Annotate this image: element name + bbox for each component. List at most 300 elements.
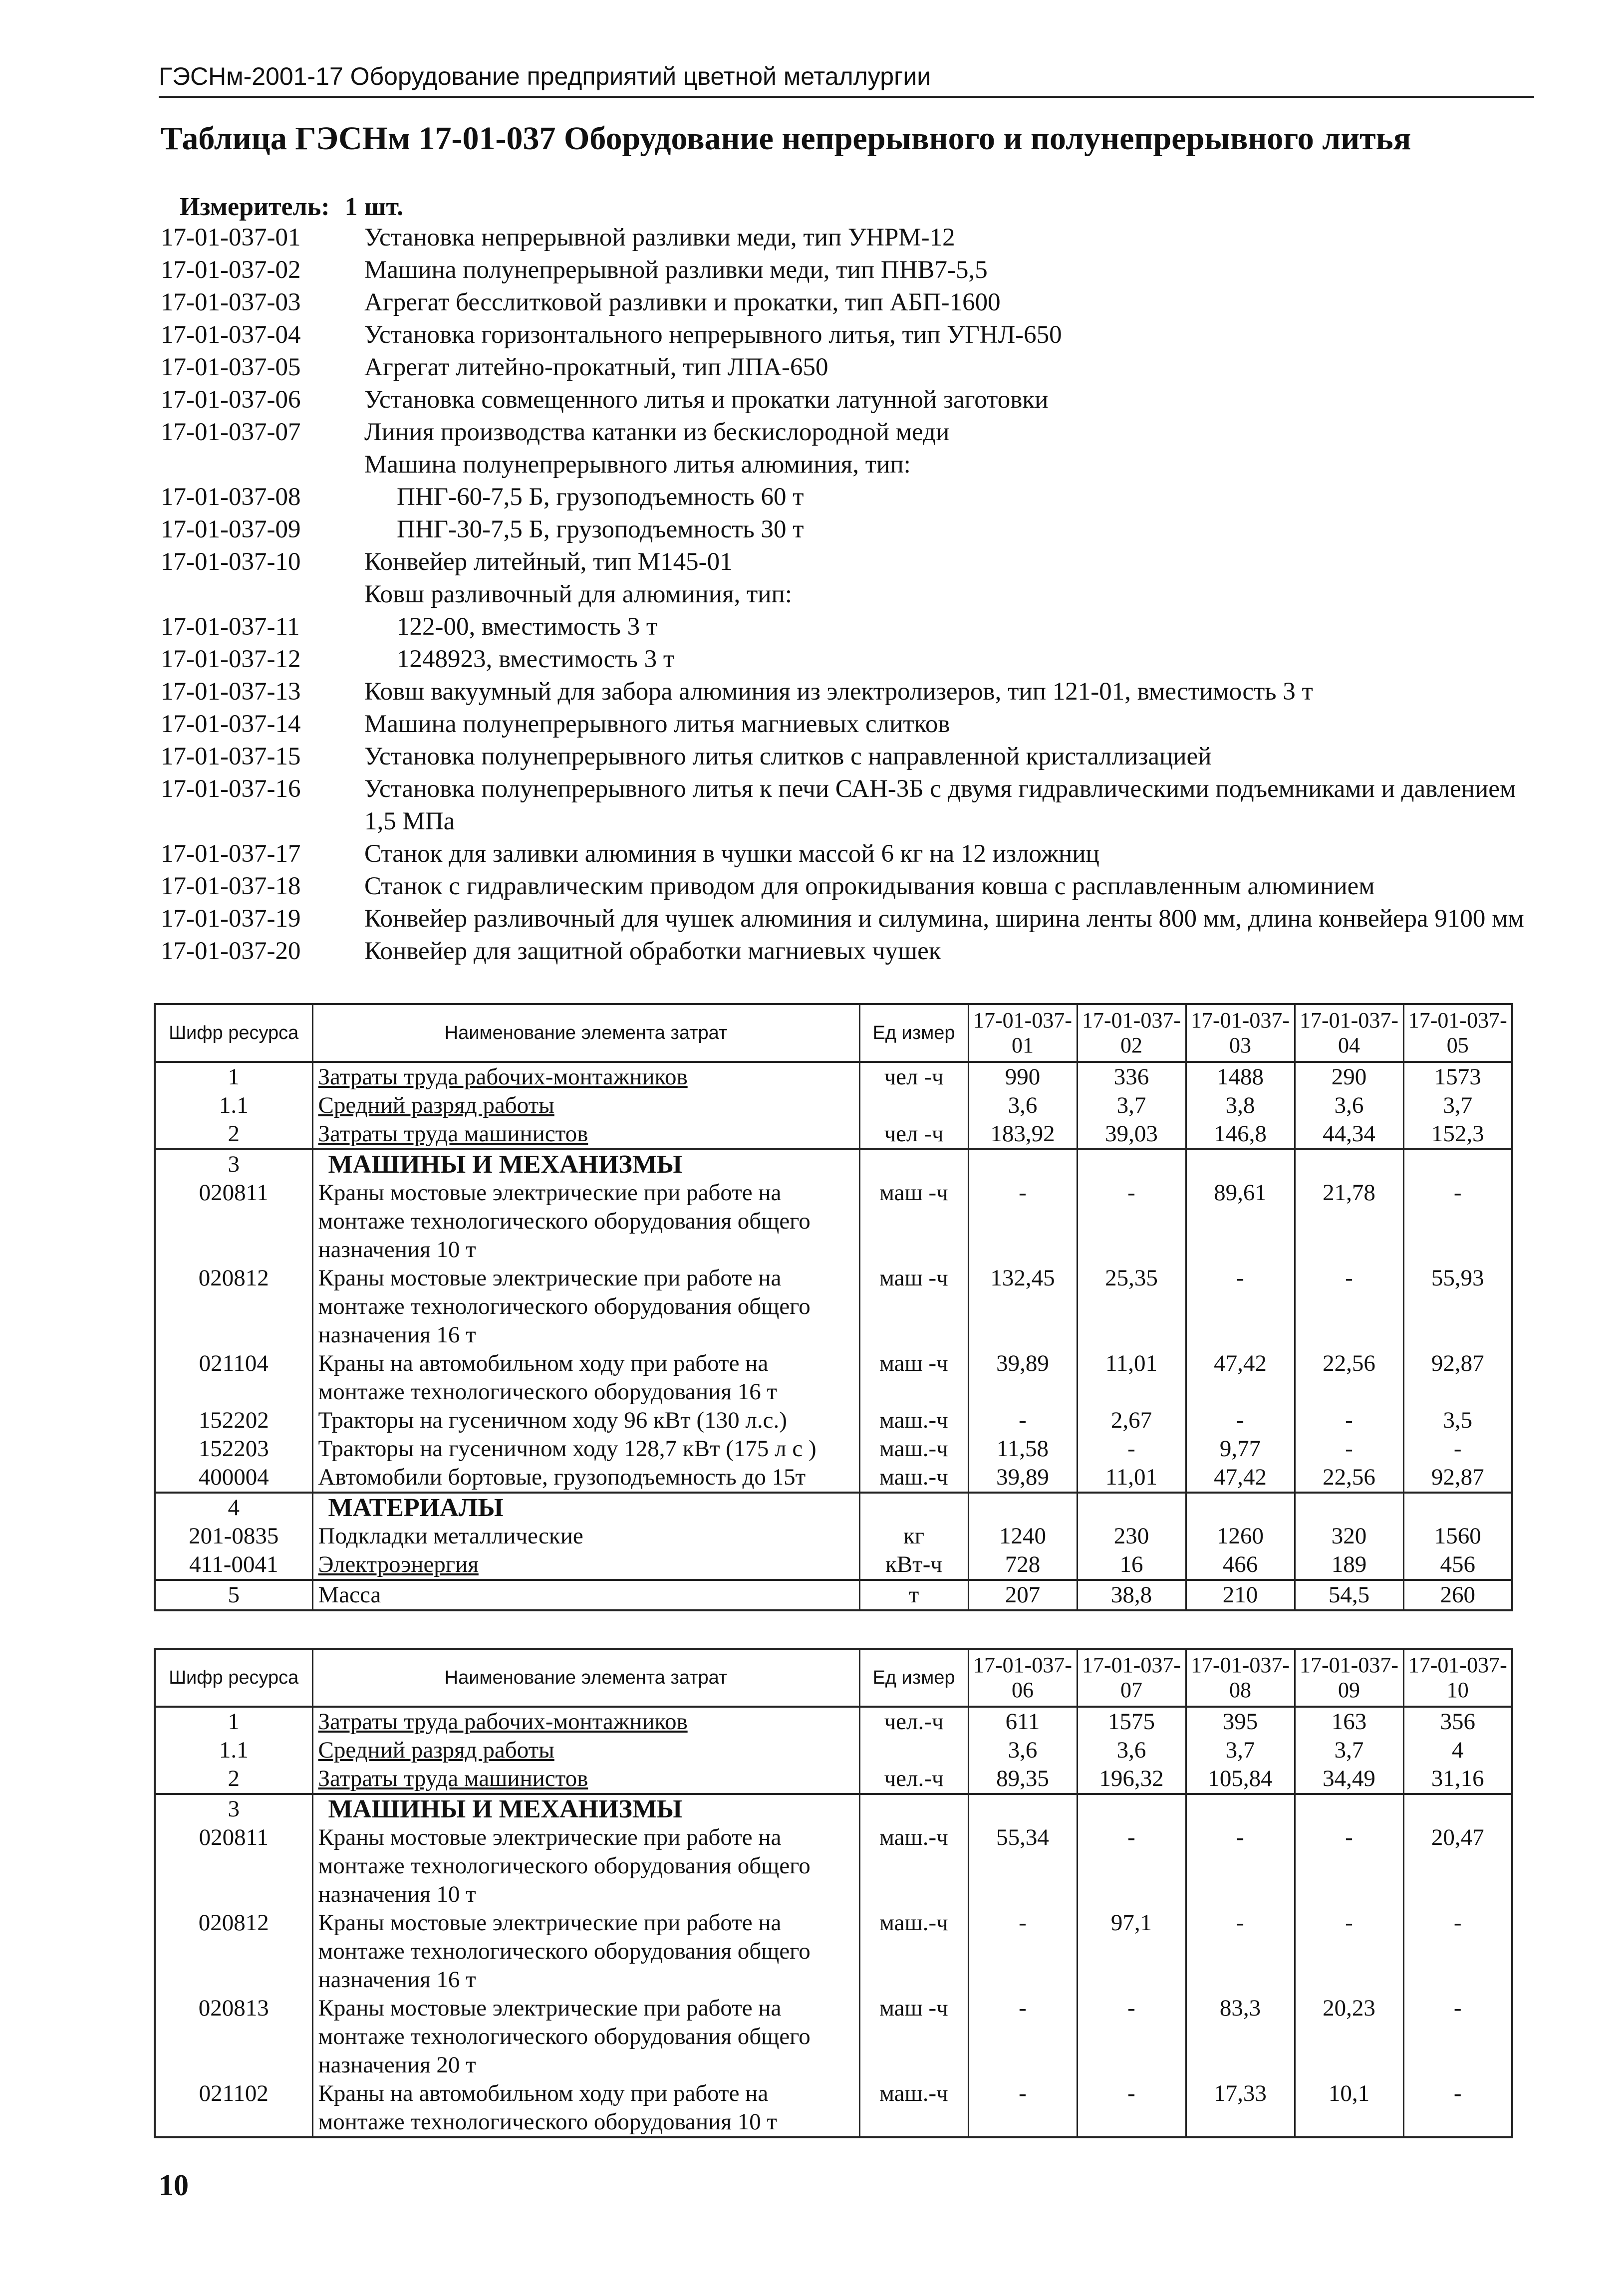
resource-code: 2 [155,1120,312,1149]
value-cell: - [1295,1406,1403,1435]
code-list-item [161,416,1560,449]
table-row [155,1264,1512,1349]
cost-element-name [312,1264,859,1349]
unit-cell: чел.-ч [859,1765,968,1794]
item-code: 17-01-037-12 [161,645,301,673]
unit-cell: маш.-ч [859,1823,968,1909]
value-cell: - [1186,1264,1295,1349]
resource-code: 021104 [155,1349,312,1406]
value-cell: 210 [1186,1580,1295,1610]
item-code: 17-01-037-11 [161,613,300,641]
table-row [155,1149,1512,1179]
resource-table-2 [154,1648,1513,2138]
code-list-item [161,838,1560,870]
table-row [155,1120,1512,1149]
value-cell: 20,23 [1295,1994,1403,2079]
unit-cell: маш.-ч [859,1909,968,1994]
empty-cell [1295,1794,1403,1823]
empty-cell [1186,1493,1295,1522]
unit-cell: кг [859,1522,968,1550]
value-cell: 21,78 [1295,1179,1403,1264]
value-cell: - [1403,1909,1512,1994]
value-cell: 336 [1077,1062,1186,1091]
value-cell: 1573 [1403,1062,1512,1091]
empty-cell [1077,1149,1186,1179]
cost-element-name [312,1765,859,1794]
item-code: 17-01-037-19 [161,905,301,933]
cost-element-name [312,1091,859,1120]
resource-code: 400004 [155,1463,312,1493]
code-list-item [161,708,1560,741]
value-cell: - [968,2079,1077,2137]
cost-element-name [312,1580,859,1610]
table-row [155,1493,1512,1522]
item-code: 17-01-037-03 [161,288,301,316]
value-cell: 97,1 [1077,1909,1186,1994]
code-list-item [161,870,1560,903]
resource-code: 020811 [155,1179,312,1264]
empty-cell [968,1794,1077,1823]
value-cell: - [1295,1909,1403,1994]
measure-label: Измеритель: [180,193,330,221]
column-header: 17-01-037-09 [1295,1649,1403,1707]
item-description: ПНГ-60-7,5 Б, грузоподъемность 60 т [397,483,804,511]
cost-element-name [312,2079,859,2137]
value-cell: 3,7 [1403,1091,1512,1120]
value-cell: 728 [968,1550,1077,1580]
resource-code: 2 [155,1765,312,1794]
resource-code: 152202 [155,1406,312,1435]
unit-cell: т [859,1580,968,1610]
value-cell: - [1403,1179,1512,1264]
cost-element-name [312,1435,859,1463]
value-cell: 3,7 [1186,1736,1295,1765]
unit-cell: маш.-ч [859,1463,968,1493]
item-description: Установка совмещенного литья и прокатки латунной заготовки [364,386,1049,414]
value-cell: 31,16 [1403,1765,1512,1794]
cost-element-text: Краны мостовые электрические при работе на монтаже технологического оборудования общего назначения 16 т [318,1265,811,1348]
item-description: Установка полунепрерывного литья слитков с направленной кристаллизацией [364,743,1212,770]
table-header-row [155,1004,1512,1062]
column-header: 17-01-037-08 [1186,1649,1295,1707]
value-cell: - [1077,1435,1186,1463]
resource-code: 020811 [155,1823,312,1909]
resource-code: 411-0041 [155,1550,312,1580]
value-cell: 105,84 [1186,1765,1295,1794]
cost-element-text: Краны на автомобильном ходу при работе на монтаже технологического оборудования 10 т [318,2080,778,2135]
code-list-item [161,935,1560,968]
unit-cell: чел.-ч [859,1707,968,1736]
item-description: Установка полунепрерывного литья к печи САН-3Б с двумя гидравлическими подъемниками и давлением 1,5 МПа [364,775,1516,835]
value-cell: 1260 [1186,1522,1295,1550]
table-row [155,1994,1512,2079]
item-code: 17-01-037-13 [161,678,301,706]
resource-code: 4 [155,1493,312,1522]
value-cell: 3,7 [1077,1091,1186,1120]
measure-line [180,192,403,222]
table-row [155,1909,1512,1994]
column-header: Ед измер [859,1649,968,1707]
value-cell: - [1077,2079,1186,2137]
value-cell: 38,8 [1077,1580,1186,1610]
item-description: 1248923, вместимость 3 т [397,645,675,673]
item-description: ПНГ-30-7,5 Б, грузоподъемность 30 т [397,515,804,543]
value-cell: 3,8 [1186,1091,1295,1120]
column-header: Ед измер [859,1004,968,1062]
cost-element-text: Краны на автомобильном ходу при работе на монтаже технологического оборудования 16 т [318,1350,778,1405]
item-code: 17-01-037-07 [161,418,301,446]
item-code: 17-01-037-08 [161,483,301,511]
table-row [155,1406,1512,1435]
unit-cell: маш -ч [859,1349,968,1406]
cost-element-text: Затраты труда машинистов [318,1121,588,1147]
value-cell: 990 [968,1062,1077,1091]
table-row [155,1550,1512,1580]
section-heading: МАТЕРИАЛЫ [312,1493,859,1522]
section-heading: МАШИНЫ И МЕХАНИЗМЫ [312,1149,859,1179]
value-cell: - [1295,1823,1403,1909]
column-header: 17-01-037-07 [1077,1649,1186,1707]
item-description: Агрегат литейно-прокатный, тип ЛПА-650 [364,353,828,381]
cost-element-name [312,1736,859,1765]
value-cell: 55,93 [1403,1264,1512,1349]
value-cell: 466 [1186,1550,1295,1580]
measure-value: 1 шт. [344,193,404,221]
column-header: 17-01-037-01 [968,1004,1077,1062]
cost-element-text: Автомобили бортовые, грузоподъемность до 15т [318,1464,806,1490]
value-cell: - [1403,2079,1512,2137]
item-description: Ковш разливочный для алюминия, тип: [364,580,792,608]
code-list-item [161,222,1560,254]
table-row [155,1435,1512,1463]
value-cell: 39,89 [968,1349,1077,1406]
running-header: ГЭСНм-2001-17 Оборудование предприятий цветной металлургии [159,59,1534,98]
unit-cell: маш.-ч [859,2079,968,2137]
cost-element-name [312,1120,859,1149]
value-cell: 17,33 [1186,2079,1295,2137]
unit-cell: маш -ч [859,1994,968,2079]
item-description: Машина полунепрерывной разливки меди, тип ПНВ7-5,5 [364,256,988,284]
value-cell: 3,5 [1403,1406,1512,1435]
resource-code: 020812 [155,1264,312,1349]
code-list-item [161,384,1560,416]
value-cell: 47,42 [1186,1463,1295,1493]
value-cell: 92,87 [1403,1463,1512,1493]
code-list-item [161,254,1560,286]
table-title: Таблица ГЭСНм 17-01-037 Оборудование непрерывного и полунепрерывного литья [161,120,1411,157]
item-code: 17-01-037-09 [161,515,301,543]
code-list-item [161,351,1560,384]
value-cell: 132,45 [968,1264,1077,1349]
value-cell: 16 [1077,1550,1186,1580]
value-cell: - [1186,1406,1295,1435]
code-list [161,222,1560,968]
cost-element-text: Средний разряд работы [318,1737,554,1763]
column-header: Наименование элемента затрат [312,1004,859,1062]
value-cell: - [1077,1179,1186,1264]
value-cell: 3,6 [1295,1091,1403,1120]
value-cell: - [1186,1909,1295,1994]
table-row [155,1091,1512,1120]
cost-element-name [312,1179,859,1264]
item-code: 17-01-037-20 [161,937,301,965]
item-code: 17-01-037-14 [161,710,301,738]
item-code [161,578,364,611]
empty-cell [1403,1149,1512,1179]
value-cell: 260 [1403,1580,1512,1610]
empty-cell [1403,1794,1512,1823]
empty-cell [1403,1493,1512,1522]
cost-element-text: Подкладки металлические [318,1523,583,1549]
column-header: 17-01-037-04 [1295,1004,1403,1062]
cost-element-text: Затраты труда рабочих-монтажников [318,1064,688,1090]
code-list-item [161,773,1560,838]
value-cell: 163 [1295,1707,1403,1736]
unit-cell: чел -ч [859,1062,968,1091]
cost-element-name [312,1522,859,1550]
value-cell: - [1295,1435,1403,1463]
item-description: Ковш вакуумный для забора алюминия из электролизеров, тип 121-01, вместимость 3 т [364,678,1313,706]
column-header: 17-01-037-02 [1077,1004,1186,1062]
item-code: 17-01-037-01 [161,224,301,252]
empty-cell [1295,1149,1403,1179]
cost-element-text: Затраты труда рабочих-монтажников [318,1709,688,1735]
unit-cell: кВт-ч [859,1550,968,1580]
cost-element-text: Краны мостовые электрические при работе на монтаже технологического оборудования общего назначения 20 т [318,1995,811,2078]
code-list-item [161,481,1560,513]
code-list-item [161,578,1560,611]
item-description: Линия производства катанки из бескислородной меди [364,418,950,446]
cost-element-text: Масса [318,1582,381,1608]
value-cell: 39,03 [1077,1120,1186,1149]
column-header: 17-01-037-06 [968,1649,1077,1707]
value-cell: 207 [968,1580,1077,1610]
value-cell: 9,77 [1186,1435,1295,1463]
empty-cell [859,1149,968,1179]
resource-code: 1 [155,1062,312,1091]
value-cell: 290 [1295,1062,1403,1091]
item-description: Станок для заливки алюминия в чушки массой 6 кг на 12 изложниц [364,840,1099,868]
value-cell: 1560 [1403,1522,1512,1550]
cost-element-name [312,1994,859,2079]
value-cell: - [1077,1823,1186,1909]
column-header: 17-01-037-05 [1403,1004,1512,1062]
table-row [155,1823,1512,1909]
table-row [155,1062,1512,1091]
empty-cell [859,1794,968,1823]
unit-cell [859,1736,968,1765]
value-cell: 39,89 [968,1463,1077,1493]
empty-cell [1295,1493,1403,1522]
empty-cell [859,1493,968,1522]
cost-element-name [312,1463,859,1493]
value-cell: 189 [1295,1550,1403,1580]
resource-code: 5 [155,1580,312,1610]
value-cell: 22,56 [1295,1463,1403,1493]
cost-element-text: Средний разряд работы [318,1092,554,1118]
value-cell: 611 [968,1707,1077,1736]
value-cell: 22,56 [1295,1349,1403,1406]
table-row [155,1736,1512,1765]
value-cell: 3,6 [968,1091,1077,1120]
value-cell: 3,7 [1295,1736,1403,1765]
value-cell: - [968,1179,1077,1264]
value-cell: 196,32 [1077,1765,1186,1794]
unit-cell: маш -ч [859,1179,968,1264]
resource-code: 201-0835 [155,1522,312,1550]
value-cell: 3,6 [968,1736,1077,1765]
resource-code: 020812 [155,1909,312,1994]
item-description: Конвейер литейный, тип М145-01 [364,548,733,576]
value-cell: 89,35 [968,1765,1077,1794]
value-cell: - [1295,1264,1403,1349]
code-list-item [161,611,1560,643]
value-cell: 83,3 [1186,1994,1295,2079]
empty-cell [1186,1794,1295,1823]
cost-element-name [312,1062,859,1091]
value-cell: 1240 [968,1522,1077,1550]
table-header-row [155,1649,1512,1707]
value-cell: 356 [1403,1707,1512,1736]
value-cell: 152,3 [1403,1120,1512,1149]
item-description: Машина полунепрерывного литья магниевых слитков [364,710,950,738]
value-cell: 11,01 [1077,1349,1186,1406]
unit-cell: маш.-ч [859,1435,968,1463]
item-code: 17-01-037-04 [161,321,301,349]
value-cell: 1488 [1186,1062,1295,1091]
item-code [161,449,364,481]
table-row [155,1463,1512,1493]
item-description: Установка непрерывной разливки меди, тип УНРМ-12 [364,224,955,252]
value-cell: 11,01 [1077,1463,1186,1493]
item-description: Станок с гидравлическим приводом для опрокидывания ковша с расплавленным алюминием [364,872,1375,900]
value-cell: - [1403,1435,1512,1463]
item-description: Машина полунепрерывного литья алюминия, тип: [364,451,911,479]
value-cell: 395 [1186,1707,1295,1736]
empty-cell [968,1493,1077,1522]
cost-element-name [312,1909,859,1994]
page-number: 10 [159,2169,189,2202]
item-description: Установка горизонтального непрерывного литья, тип УГНЛ-650 [364,321,1062,349]
column-header: 17-01-037-10 [1403,1649,1512,1707]
value-cell: 4 [1403,1736,1512,1765]
column-header: 17-01-037-03 [1186,1004,1295,1062]
unit-cell: маш.-ч [859,1406,968,1435]
unit-cell [859,1091,968,1120]
value-cell: 47,42 [1186,1349,1295,1406]
resource-code: 021102 [155,2079,312,2137]
cost-element-name [312,1823,859,1909]
item-description: Агрегат бесслитковой разливки и прокатки, тип АБП-1600 [364,288,1001,316]
cost-element-name [312,1406,859,1435]
value-cell: - [1403,1994,1512,2079]
cost-element-text: Тракторы на гусеничном ходу 96 кВт (130 л.с.) [318,1407,787,1433]
cost-element-name [312,1349,859,1406]
cost-element-text: Тракторы на гусеничном ходу 128,7 кВт (175 л с ) [318,1436,816,1462]
column-header: Шифр ресурса [155,1004,312,1062]
resource-code: 3 [155,1149,312,1179]
value-cell: 183,92 [968,1120,1077,1149]
table-row [155,1707,1512,1736]
resource-code: 1.1 [155,1736,312,1765]
item-code: 17-01-037-18 [161,872,301,900]
code-list-item [161,676,1560,708]
value-cell: - [968,1994,1077,2079]
cost-element-text: Затраты труда машинистов [318,1766,588,1791]
code-list-item [161,449,1560,481]
table-row [155,1794,1512,1823]
code-list-item [161,741,1560,773]
item-description: Конвейер разливочный для чушек алюминия и силумина, ширина ленты 800 мм, длина конвейера 9100 мм [364,905,1524,933]
code-list-item [161,319,1560,351]
empty-cell [1186,1149,1295,1179]
value-cell: 20,47 [1403,1823,1512,1909]
cost-element-text: Краны мостовые электрические при работе на монтаже технологического оборудования общего назначения 10 т [318,1180,811,1263]
resource-table-1 [154,1003,1513,1611]
table-row [155,1179,1512,1264]
cost-element-text: Краны мостовые электрические при работе на монтаже технологического оборудования общего назначения 16 т [318,1910,811,1993]
value-cell: 3,6 [1077,1736,1186,1765]
empty-cell [968,1149,1077,1179]
value-cell: 89,61 [1186,1179,1295,1264]
value-cell: - [968,1406,1077,1435]
value-cell: - [1077,1994,1186,2079]
value-cell: 25,35 [1077,1264,1186,1349]
code-list-item [161,286,1560,319]
code-list-item [161,513,1560,546]
value-cell: 44,34 [1295,1120,1403,1149]
unit-cell: маш -ч [859,1264,968,1349]
item-code: 17-01-037-10 [161,548,301,576]
table-row [155,2079,1512,2137]
item-code: 17-01-037-15 [161,743,301,770]
resource-code: 3 [155,1794,312,1823]
code-list-item [161,643,1560,676]
empty-cell [1077,1493,1186,1522]
item-code: 17-01-037-17 [161,840,301,868]
value-cell: 456 [1403,1550,1512,1580]
unit-cell: чел -ч [859,1120,968,1149]
value-cell: - [968,1909,1077,1994]
value-cell: 320 [1295,1522,1403,1550]
value-cell: 92,87 [1403,1349,1512,1406]
empty-cell [1077,1794,1186,1823]
resource-code: 1.1 [155,1091,312,1120]
cost-element-text: Электроэнергия [318,1551,479,1577]
value-cell: 146,8 [1186,1120,1295,1149]
table-row [155,1522,1512,1550]
table-row [155,1349,1512,1406]
item-description: 122-00, вместимость 3 т [397,613,658,641]
value-cell: 1575 [1077,1707,1186,1736]
item-description: Конвейер для защитной обработки магниевых чушек [364,937,941,965]
resource-code: 1 [155,1707,312,1736]
resource-code: 152203 [155,1435,312,1463]
value-cell: 55,34 [968,1823,1077,1909]
cost-element-text: Краны мостовые электрические при работе на монтаже технологического оборудования общего назначения 10 т [318,1824,811,1907]
column-header: Наименование элемента затрат [312,1649,859,1707]
resource-code: 020813 [155,1994,312,2079]
value-cell: 54,5 [1295,1580,1403,1610]
item-code: 17-01-037-06 [161,386,301,414]
value-cell: 11,58 [968,1435,1077,1463]
code-list-item [161,903,1560,935]
column-header: Шифр ресурса [155,1649,312,1707]
value-cell: 10,1 [1295,2079,1403,2137]
item-code: 17-01-037-05 [161,353,301,381]
item-code: 17-01-037-02 [161,256,301,284]
value-cell: - [1186,1823,1295,1909]
